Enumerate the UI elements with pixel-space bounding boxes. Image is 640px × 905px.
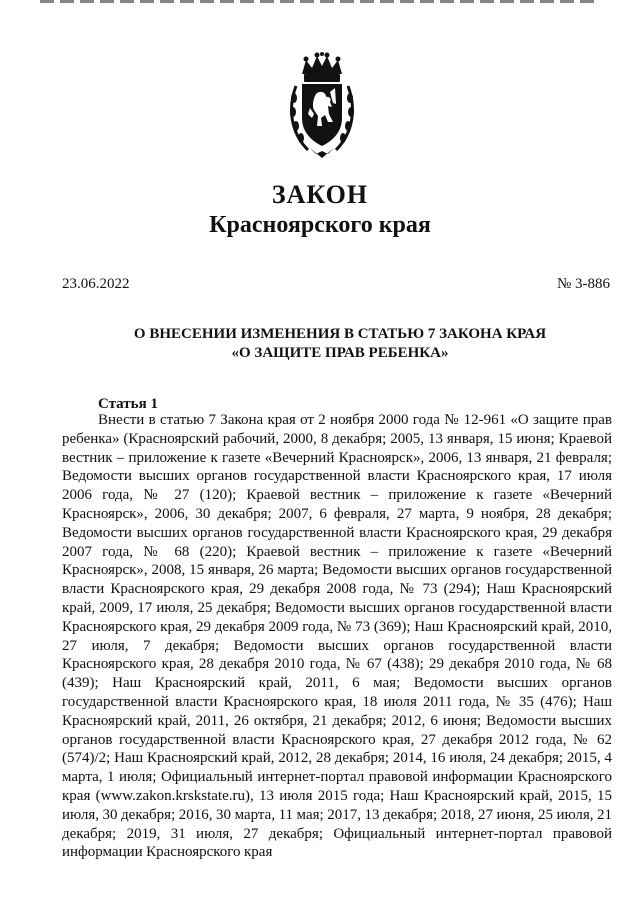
article-body-text: Внести в статью 7 Закона края от 2 ноября 2000 года № 12-961 «О защите прав ребенка» (Красноярский рабочий, 2000, 8 декабря; 2005, 13 января, 15 июня; Краевой вестник – приложение к газете «Вечерний Красноярск», 2006, 13 января, 21 февраля; Ведомости высших органов государственной власти Красноярского края, 17 июля 2006 года, № 27 (120); Краевой вестник – приложение к газете «Вечерний Красноярск», 2006, 30 декабря; 2007, 6 февраля, 27 марта, 9 ноября, 28 декабря; Ведомости высших органов государственной власти Красноярского края, 29 декабря 2007 года, № 68 (220); Краевой вестник – приложение к газете «Вечерний Красноярск», 2008, 15 января, 26 марта; Ведомости высших органов государственной власти Красноярского края, 29 декабря 2008 года, № 73 (294); Наш Красноярский край, 2009, 17 июля, 25 декабря; Ведомости высших органов государственной власти Красноярского края, 29 декабря 2009 года, № 73 (369); Наш Красноярский край, 2010, 27 июля, 7 декабря; Ведомости высших органов государственной власти Красноярского края, 28 декабря 2010 года, № 67 (438); 29 декабря 2010 года, № 68 (439); Наш Красноярский край, 2011, 6 мая; Ведомости высших органов государственной власти Красноярского края, 18 июля 2011 года, № 35 (476); Наш Красноярский край, 2011, 26 октября, 21 декабря; 2012, 6 июня; Ведомости высших органов государственной власти Красноярского края, 27 декабря 2012 года, № 62 (574)/2; Наш Красноярский край, 2012, 28 декабря; 2014, 16 июля, 24 декабря; 2015, 4 марта, 1 июля; Официальный интернет-портал правовой информации Красноярского края (www.zakon.krskstate.ru), 13 июля 2015 года; Наш Красноярский край, 2015, 15 июля, 30 декабря; 2016, 30 марта, 11 мая; 2017, 13 декабря; 2018, 27 июня, 25 июля, 21 декабря; 2019, 31 июля, 27 декабря; Официальный интернет-портал правовой информации Красноярского края [62, 412, 612, 861]
law-subtitle: Красноярского края [209, 212, 431, 238]
article-title: Статья 1 [98, 396, 158, 412]
coat-of-arms-emblem [288, 52, 356, 160]
law-number: № 3-886 [556, 276, 610, 292]
law-title: ЗАКОН [271, 180, 369, 209]
law-date: 23.06.2022 [62, 276, 130, 292]
law-heading [60, 325, 620, 363]
page-top-edge [40, 0, 600, 3]
law-heading-line-2: «О ЗАЩИТЕ ПРАВ РЕБЕНКА» [231, 345, 449, 361]
law-heading-line-1: О ВНЕСЕНИИ ИЗМЕНЕНИЯ В СТАТЬЮ 7 ЗАКОНА КРАЯ [133, 326, 547, 342]
